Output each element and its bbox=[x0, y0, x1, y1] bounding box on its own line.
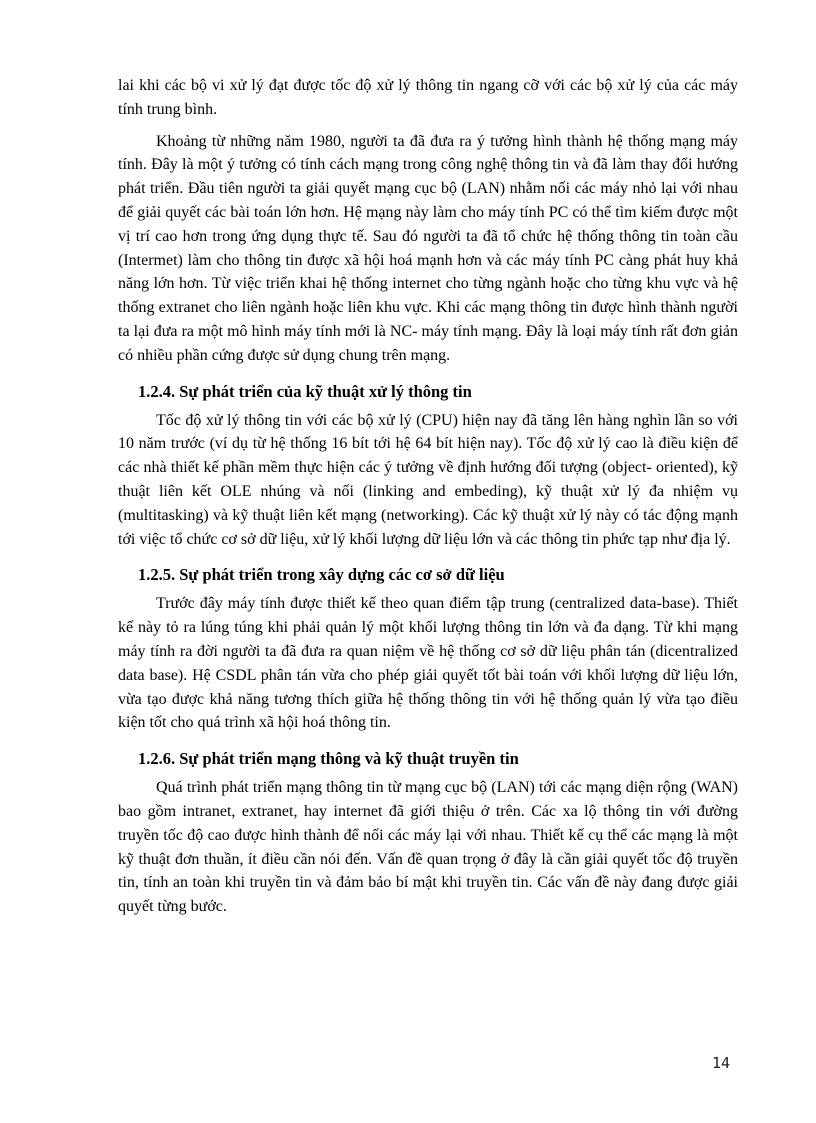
section-heading-1-2-5: 1.2.5. Sự phát triển trong xây dựng các cơ sở dữ liệu bbox=[138, 565, 505, 585]
section-body-1-2-5: Trước đây máy tính được thiết kế theo quan điểm tập trung (centralized data-base). Thiết kế này tỏ ra lúng túng khi phải quản lý một khối lượng thông tin lớn và đa dạng. Từ khi mạng máy tính ra đời người ta đã đưa ra quan niệm về hệ thống cơ sở dữ liệu phân tán (dicentralized data base). Hệ CSDL phân tán vừa cho phép giải quyết tốt bài toán với khối lượng dữ liệu lớn, vừa tạo được khả năng tương thích giữa hệ thống thông tin với hệ thống quản lý vừa tạo điều kiện tốt cho quá trình xã hội hoá thông tin. bbox=[118, 595, 738, 732]
section-body-1-2-6: Quá trình phát triển mạng thông tin từ mạng cục bộ (LAN) tới các mạng diện rộng (WAN) bao gồm intranet, extranet, hay internet đã giới thiệu ở trên. Các xa lộ thông tin với đường truyền tốc độ cao được hình thành để nối các máy lại với nhau. Thiết kế cụ thể các mạng là một kỹ thuật đơn thuần, ít điều cần nói đến. Vấn đề quan trọng ở đây là cần giải quyết tốc độ truyền tin, tính an toàn khi truyền tin và đảm bảo bí mật khi truyền tin. Các vấn đề này đang được giải quyết từng bước. bbox=[118, 779, 738, 916]
document-page bbox=[118, 74, 738, 919]
paragraph-network-history: Khoảng từ những năm 1980, người ta đã đưa ra ý tưởng hình thành hệ thống mạng máy tính. Đây là một ý tưởng có tính cách mạng trong công nghệ thông tin và đã làm thay đổi hướng phát triển. Đầu tiên người ta giải quyết mạng cục bộ (LAN) nhằm nối các máy nhỏ lại với nhau để giải quyết các bài toán lớn hơn. Hệ mạng này làm cho máy tính PC có thể tìm kiếm được một vị trí cao hơn trong ứng dụng thực tế. Sau đó người ta đã tổ chức hệ thống thông tin toàn cầu (Intermet) làm cho thông tin được xã hội hoá mạnh hơn và các máy tính PC càng phát huy khả năng lớn hơn. Từ việc triển khai hệ thống internet cho từng ngành hoặc cho từng khu vực và hệ thống extranet cho liên ngành hoặc liên khu vực. Khi các mạng thông tin được hình thành người ta lại đưa ra một mô hình máy tính mới là NC- máy tính mạng. Đây là loại máy tính rất đơn giản có nhiều phần cứng được sử dụng chung trên mạng. bbox=[118, 132, 738, 364]
section-body-1-2-4: Tốc độ xử lý thông tin với các bộ xử lý (CPU) hiện nay đã tăng lên hàng nghìn lần so với 10 năm trước (ví dụ từ hệ thống 16 bít tới hệ 64 bít hiện nay). Tốc độ xử lý cao là điều kiện để các nhà thiết kế phần mềm thực hiện các ý tưởng về định hướng đối tượng (object- oriented), kỹ thuật liên kết OLE nhúng và nối (linking and embeding), kỹ thuật xử lý đa nhiệm vụ (multitasking) và kỹ thuật liên kết mạng (networking). Các kỹ thuật xử lý này có tác động mạnh tới việc tổ chức cơ sở dữ liệu, xử lý khối lượng dữ liệu lớn và các thông tin phức tạp như địa lý. bbox=[118, 411, 738, 548]
page-number: 14 bbox=[712, 1054, 731, 1072]
section-heading-1-2-4: 1.2.4. Sự phát triển của kỹ thuật xử lý thông tin bbox=[138, 381, 472, 401]
paragraph-continuation: lai khi các bộ vi xử lý đạt được tốc độ xử lý thông tin ngang cỡ với các bộ xử lý của các máy tính trung bình. bbox=[118, 77, 738, 118]
section-heading-1-2-6: 1.2.6. Sự phát triển mạng thông và kỹ thuật truyền tin bbox=[138, 749, 519, 769]
